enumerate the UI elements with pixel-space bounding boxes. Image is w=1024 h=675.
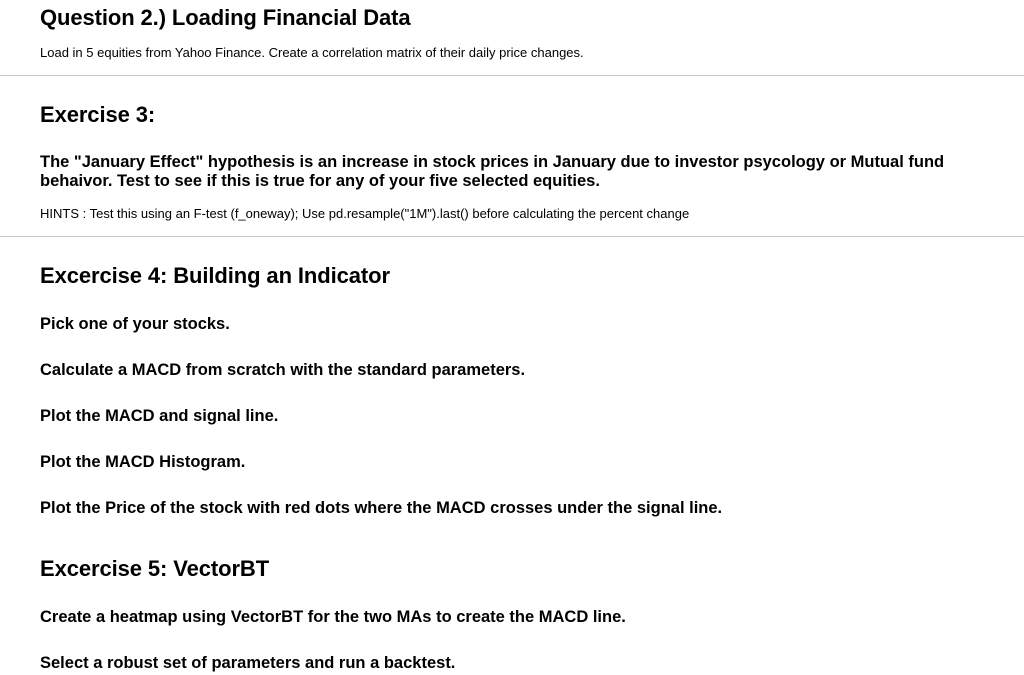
exercise-4-item: Calculate a MACD from scratch with the standard parameters. xyxy=(40,361,526,379)
exercise-3-heading: Exercise 3: xyxy=(40,102,156,127)
question-2-heading: Question 2.) Loading Financial Data xyxy=(40,5,411,30)
exercise-4-item: Pick one of your stocks. xyxy=(40,315,230,333)
exercise-3-hints: HINTS : Test this using an F-test (f_oneway); Use pd.resample("1M").last() before calculating the percent change xyxy=(40,206,690,221)
exercise-5-heading: Excercise 5: VectorBT xyxy=(40,556,270,581)
exercise-3-paragraph: The "January Effect" hypothesis is an increase in stock prices in January due to investor psycology or Mutual fund behaivor. Test to see if this is true for any of your five selected equities. xyxy=(40,153,945,190)
question-2-text: Load in 5 equities from Yahoo Finance. Create a correlation matrix of their daily price changes. xyxy=(40,45,584,60)
divider xyxy=(0,75,1024,76)
exercise-5-item: Create a heatmap using VectorBT for the two MAs to create the MACD line. xyxy=(40,608,626,626)
exercise-4-item: Plot the Price of the stock with red dots where the MACD crosses under the signal line. xyxy=(40,499,723,517)
exercise-4-item: Plot the MACD and signal line. xyxy=(40,407,279,425)
exercise-4-heading: Excercise 4: Building an Indicator xyxy=(40,263,390,288)
exercise-4-item: Plot the MACD Histogram. xyxy=(40,453,246,471)
exercise-5-item: Select a robust set of parameters and run a backtest. xyxy=(40,654,456,672)
divider xyxy=(0,236,1024,237)
